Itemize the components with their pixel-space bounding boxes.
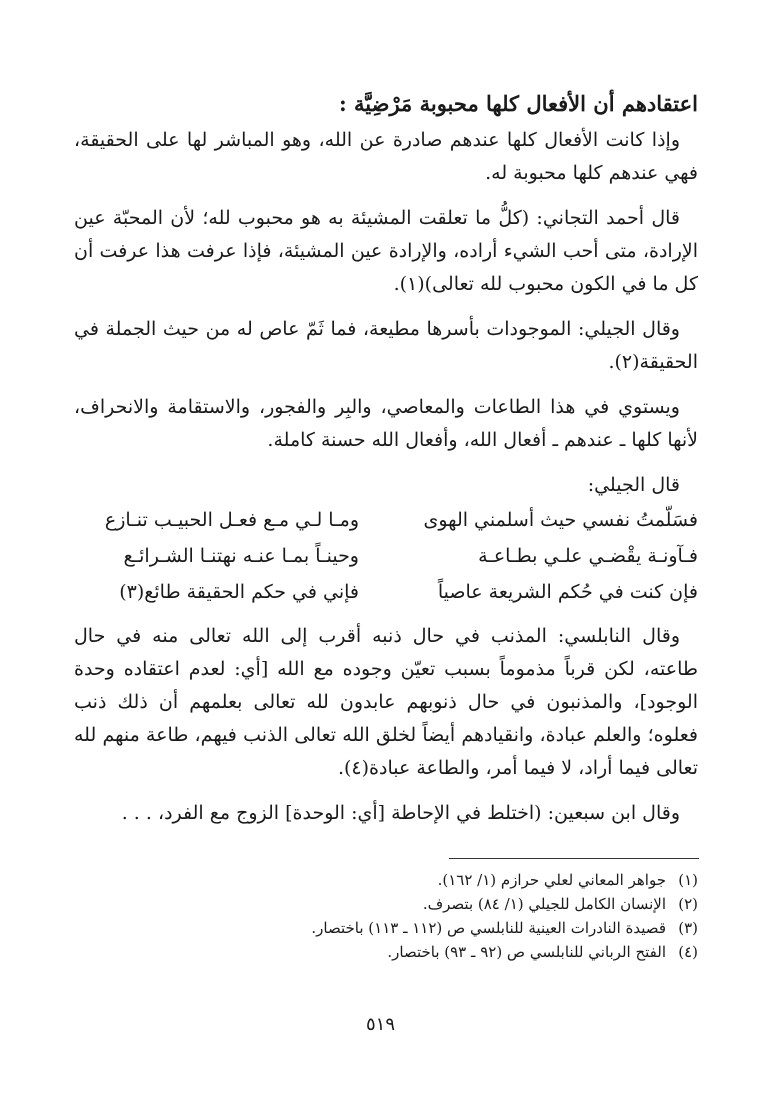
verse-second-hemistich: ومـا لـي مـع فعـل الحبيـب تنـازع xyxy=(104,509,359,531)
footnote-number: (٢) xyxy=(678,895,698,913)
footnote-text: الفتح الرباني للنابلسي ص (٩٢ ـ ٩٣) باختصار. xyxy=(387,943,666,961)
paragraph-4: ويستوي في هذا الطاعات والمعاصي، والبِر والفجور، والاستقامة والانحراف، لأنها كلها ـ عندهم ـ أفعال الله، وأفعال الله حسنة كاملة. xyxy=(74,396,698,451)
footnote-number: (١) xyxy=(678,871,698,889)
paragraph-6: وقال ابن سبعين: (اختلط في الإحاطة [أي: الوحدة] الزوج مع الفرد، . . . xyxy=(121,802,680,824)
paragraph-1: وإذا كانت الأفعال كلها عندهم صادرة عن الله، وهو المباشر لها على الحقيقة، فهي عندهم كلها محبوبة له. xyxy=(74,129,698,184)
footnotes xyxy=(74,868,698,964)
footnote-number: (٣) xyxy=(678,919,698,937)
verse-first-hemistich: فإن كنت في حُكم الشريعة عاصياً xyxy=(437,581,698,603)
footnote-number: (٤) xyxy=(678,943,698,961)
page-body xyxy=(74,88,698,842)
paragraph-5: وقال النابلسي: المذنب في حال ذنبه أقرب إلى الله تعالى منه في حال طاعته، لكن قرباً مذموماً بسبب تعيّن وجوده مع الله [أي: لعدم اعتقاده وحدة الوجود]، والمذنبون في حال ذنوبهم عابدون لله تعالى بعلمهم أن ذلك ذنب فعلوه؛ والعلم عبادة، وانقيادهم أيضاً لخلق الله تعالى الذنب فيهم، طاعة منهم لله تعالى فيما أراد، لا فيما أمر، والطاعة عبادة(٤). xyxy=(74,625,698,779)
footnote-text: قصيدة النادرات العينية للنابلسي ص (١١٢ ـ ١١٣) باختصار. xyxy=(311,919,666,937)
page-number: ٥١٩ xyxy=(365,1014,395,1035)
footnote xyxy=(74,940,698,964)
section-heading: اعتقادهم أن الأفعال كلها محبوبة مَرْضِيَّة : xyxy=(338,91,698,116)
poem-verse xyxy=(74,502,698,538)
verse-second-hemistich: فإني في حكم الحقيقة طائع(٣) xyxy=(119,581,359,603)
footnote xyxy=(74,892,698,916)
poem-intro: قال الجيلي: xyxy=(587,474,680,496)
poem-verse xyxy=(74,574,698,610)
verse-second-hemistich: وحينـاً بمـا عنـه نهتنـا الشـرائـع xyxy=(123,545,359,567)
verse-first-hemistich: فسَلّمتُ نفسي حيث أسلمني الهوى xyxy=(423,509,698,531)
paragraph-3: وقال الجيلي: الموجودات بأسرها مطيعة، فما ثَمّ عاص له من حيث الجملة في الحقيقة(٢). xyxy=(74,318,698,373)
paragraph-2: قال أحمد التجاني: (كلُّ ما تعلقت المشيئة به هو محبوب لله؛ لأن المحبّة عين الإرادة، متى أحب الشيء أراده، والإرادة عين المشيئة، فإذا عرفت هذا عرفت أن كل ما في الكون محبوب لله تعالى)(١). xyxy=(74,207,698,295)
footnote xyxy=(74,916,698,940)
footnote xyxy=(74,868,698,892)
poem-verse xyxy=(74,538,698,574)
footnote-text: الإنسان الكامل للجيلي (١/ ٨٤) بتصرف. xyxy=(422,895,666,913)
verse-first-hemistich: فـآونـة يقْضـي علـي بطـاعـة xyxy=(478,545,698,567)
footnote-divider xyxy=(449,858,699,859)
poem xyxy=(74,502,698,610)
footnote-text: جواهر المعاني لعلي حرازم (١/ ١٦٢). xyxy=(437,871,666,889)
